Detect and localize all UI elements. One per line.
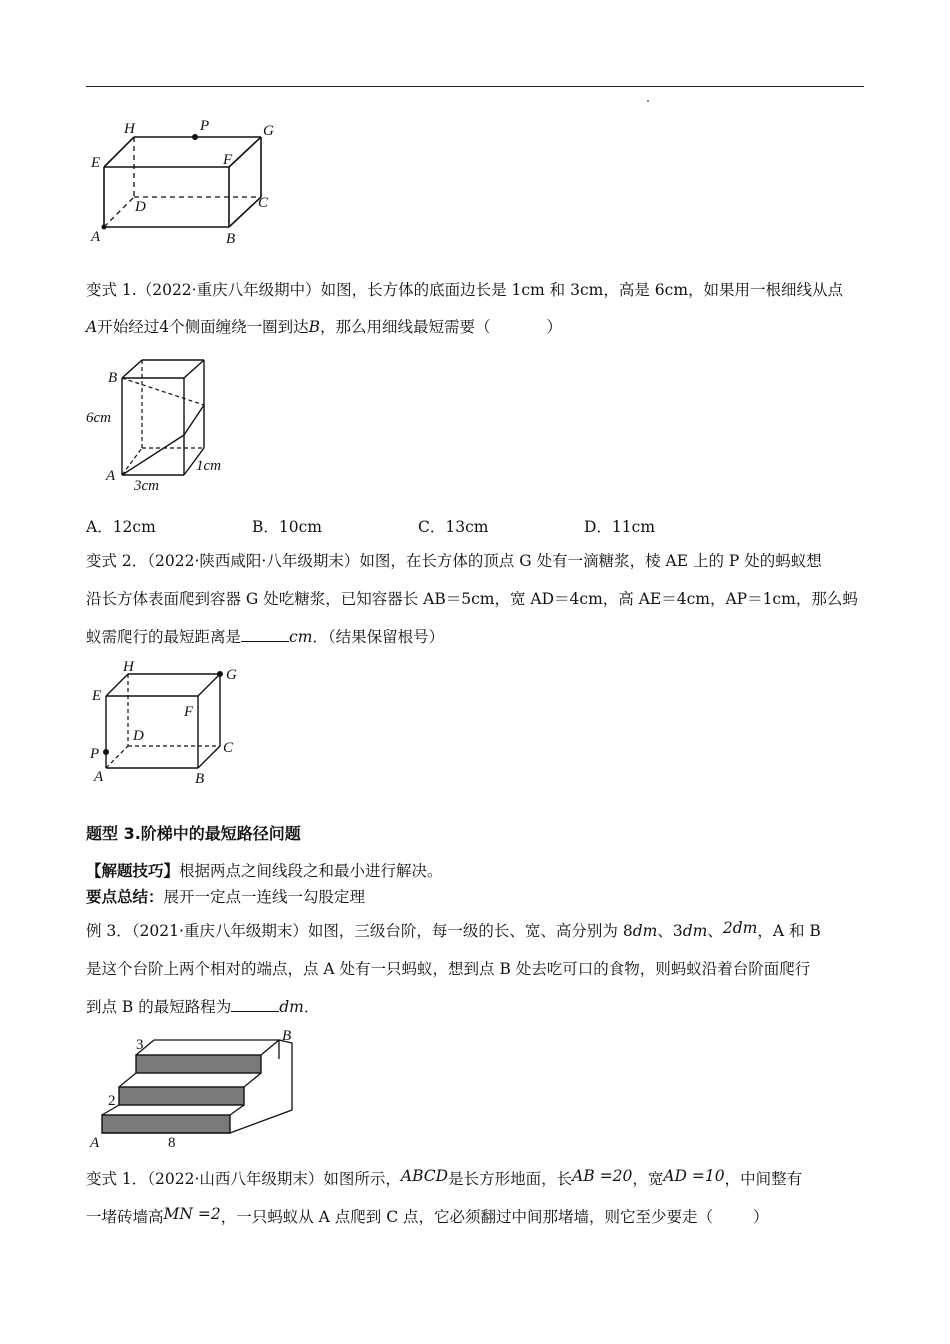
fig3-label-b: B: [195, 771, 205, 787]
fig3-label-h: H: [123, 659, 134, 675]
fig2-label-b: B: [108, 370, 118, 386]
variant1-line2: [86, 316, 562, 338]
figure-tall-box: [86, 360, 246, 500]
v1b-text-a: 变式 1．（2022·山西八年级期末）如图所示，: [86, 1170, 401, 1188]
variant1-text: 开始经过: [97, 318, 160, 336]
example3-line2: 是这个台阶上两个相对的端点，点 A 处有一只蚂蚁，想到点 B 处去吃可口的食物，则蚂蚁沿着台阶面爬行: [86, 960, 811, 978]
ex3-unit-1: dm: [632, 922, 658, 940]
example3-line1: [86, 920, 821, 942]
variant1b-line1: [86, 1168, 802, 1190]
fig3-label-c: C: [223, 740, 234, 756]
summary-label: 要点总结：: [86, 888, 164, 906]
ex3-period: ．: [303, 998, 320, 1016]
variant2-unit: cm: [289, 628, 313, 646]
fig4-label-b: B: [282, 1028, 292, 1044]
section3-title: 题型 3.阶梯中的最短路径问题: [86, 824, 301, 843]
option-a[interactable]: A．12cm: [86, 518, 156, 536]
v1b-text-g: ，中间整有: [724, 1170, 803, 1188]
summary-text: 展开一定点一连线一勾股定理: [163, 888, 366, 906]
fig1-label-b: B: [226, 231, 236, 247]
section3-tip: [86, 860, 443, 882]
fig1-label-h: H: [124, 121, 135, 137]
option-c[interactable]: C．13cm: [418, 518, 489, 536]
variant2-line1: 变式 2．（2022·陕西咸阳·八年级期末）如图，在长方体的顶点 G 处有一滴糖浆，棱 AE 上的 P 处的蚂蚁想: [86, 552, 822, 570]
fig3-label-a: A: [94, 769, 104, 785]
fig2-label-width: 1cm: [196, 458, 221, 474]
variant1-point-a: A: [86, 318, 98, 336]
fig4-label-2: 2: [108, 1093, 116, 1109]
answer-blank[interactable]: [241, 627, 289, 642]
figure-cuboid-2: [86, 660, 256, 790]
answer-blank-2[interactable]: [231, 997, 279, 1012]
tip-label: 【解题技巧】: [86, 862, 180, 880]
fig3-label-p: P: [90, 746, 100, 762]
fig2-label-length: 3cm: [134, 478, 159, 494]
v1b-rect: ABCD: [400, 1167, 449, 1185]
header-dot: [647, 100, 649, 102]
figure-cuboid-1: [86, 112, 286, 247]
variant1-close: ）: [546, 318, 563, 336]
ex3-question: 到点 B 的最短路程为: [86, 998, 232, 1016]
v1b-close: ）: [753, 1208, 769, 1226]
variant1-line1: 变式 1.（2022·重庆八年级期中）如图，长方体的底面边长是 1cm 和 3cm，高是 6cm，如果用一根细线从点: [86, 281, 844, 299]
fig1-label-a: A: [91, 229, 101, 245]
v1b-text-e: ，宽: [632, 1170, 664, 1188]
v1b-width: AD =10: [663, 1167, 725, 1185]
variant2-line2: 沿长方体表面爬到容器 G 处吃糖浆，已知容器长 AB＝5cm，宽 AD＝4cm，高 AE＝4cm，AP＝1cm，那么蚂: [86, 590, 858, 608]
ex3-text-e: 、: [707, 922, 723, 940]
fig1-label-p: P: [200, 118, 210, 134]
example3-line3: [86, 996, 319, 1018]
fig4-label-3: 3: [136, 1037, 144, 1053]
fig1-label-f: F: [223, 152, 233, 168]
variant1-text2: 个侧面缠绕一圈到达: [169, 318, 309, 336]
variant2-question: 蚁需爬行的最短距离是: [86, 628, 242, 646]
fig2-label-height: 6cm: [86, 410, 111, 426]
fig1-label-d: D: [135, 199, 146, 215]
fig1-label-e: E: [91, 155, 101, 171]
fig1-label-g: G: [263, 123, 274, 139]
fig4-label-8: 8: [168, 1135, 176, 1151]
v1b-text-2a: 一堵砖墙高: [86, 1208, 164, 1226]
fig3-label-d: D: [133, 728, 144, 744]
ex3-text-a: 例 3．（2021·重庆八年级期末）如图，三级台阶，每一级的长、宽、高分别为 8: [86, 922, 633, 940]
tip-text: 根据两点之间线段之和最小进行解决。: [179, 862, 443, 880]
v1b-length: AB =20: [572, 1167, 633, 1185]
ex3-text-g: ，A 和 B: [757, 922, 821, 940]
fig3-label-f: F: [184, 704, 194, 720]
variant1-point-b: B: [308, 318, 320, 336]
fig1-label-c: C: [258, 195, 269, 211]
fig2-label-a: A: [106, 468, 116, 484]
fig3-label-e: E: [92, 688, 102, 704]
variant1-text3: ，那么用细线最短需要（: [320, 318, 491, 336]
v1b-wall-height: MN =2: [163, 1205, 221, 1223]
ex3-unit-2: dm: [682, 922, 708, 940]
section3-summary: [86, 886, 365, 908]
variant2-line3: [86, 626, 444, 648]
ex3-text-c: 、3: [657, 922, 683, 940]
option-d[interactable]: D．11cm: [584, 518, 656, 536]
fig4-label-a: A: [90, 1135, 100, 1151]
v1b-text-2c: ，一只蚂蚁从 A 点爬到 C 点，它必须翻过中间那堵墙，则它至少要走（: [220, 1208, 713, 1226]
ex3-height: 2dm: [722, 919, 758, 937]
variant2-note: ．（结果保留根号）: [312, 628, 445, 646]
v1b-text-c: 是长方形地面，长: [448, 1170, 573, 1188]
variant1b-line2: [86, 1206, 769, 1228]
ex3-answer-unit: dm: [279, 998, 304, 1016]
figure-stairs: [86, 1028, 306, 1155]
header-rule: [86, 86, 864, 87]
variant1-number: 4: [159, 318, 170, 336]
option-b[interactable]: B．10cm: [252, 518, 322, 536]
fig3-label-g: G: [226, 667, 237, 683]
